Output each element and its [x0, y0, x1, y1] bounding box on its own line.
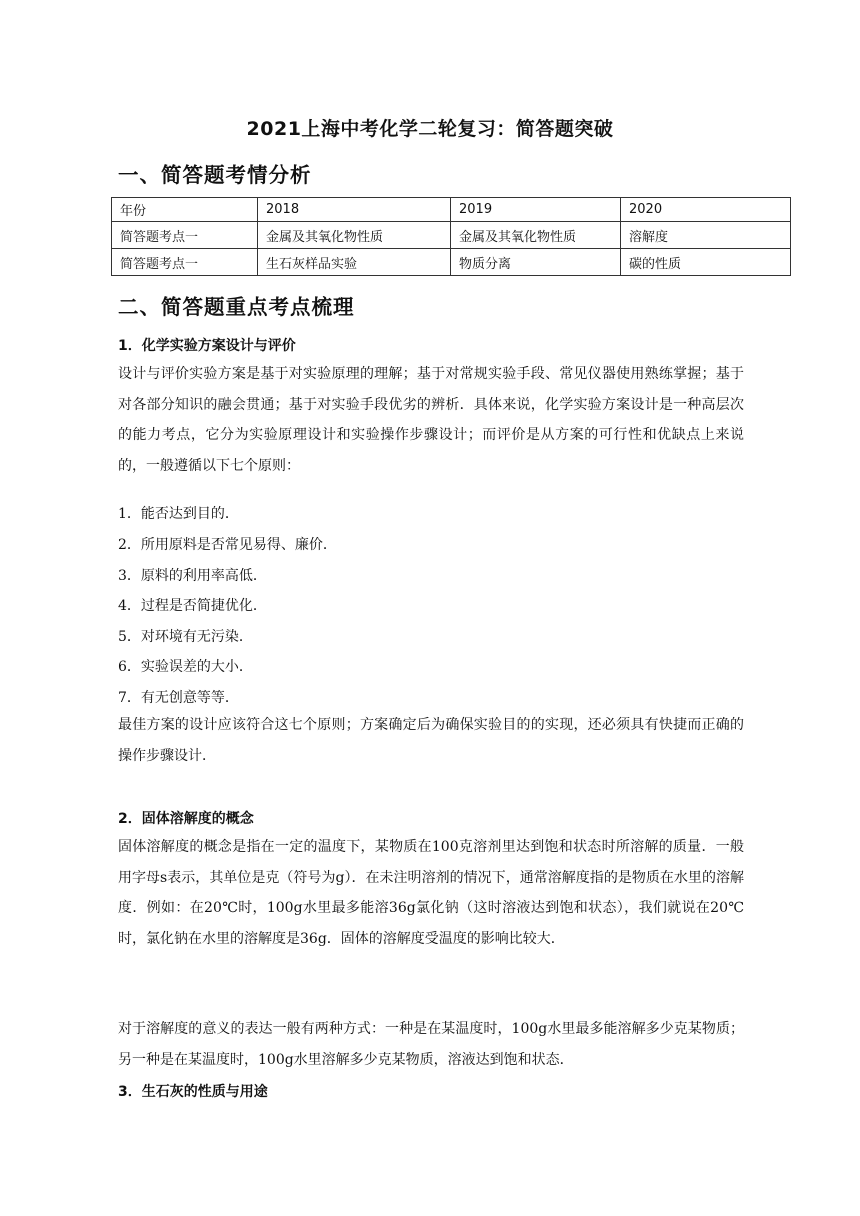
principle-item: 1．能否达到目的． — [118, 506, 239, 522]
paragraph-experiment-design-intro: 设计与评价实验方案是基于对实验原理的理解；基于对常规实验手段、常见仪器使用熟练掌握；基于对各部分知识的融会贯通；基于对实验手段优劣的辨析．具体来说，化学实验方案设计是一种高层次的能力考点，它分为实验原理设计和实验操作步骤设计；而评价是从方案的可行性和优缺点上来说的，一般遵循以下七个原则： — [118, 366, 744, 474]
exam-analysis-table — [111, 197, 791, 276]
paragraph-solubility-meaning: 对于溶解度的意义的表达一般有两种方式：一种是在某温度时，100g水里最多能溶解多少克某物质；另一种是在某温度时，100g水里溶解多少克某物质，溶液达到饱和状态． — [118, 1021, 744, 1068]
principle-item: 6．实验误差的大小． — [118, 659, 253, 675]
principle-item: 3．原料的利用率高低． — [118, 568, 267, 584]
paragraph-experiment-design-conclusion: 最佳方案的设计应该符合这七个原则；方案确定后为确保实验目的的实现，还必须具有快捷而正确的操作步骤设计． — [118, 717, 744, 764]
topic-heading-experiment-design: 1．化学实验方案设计与评价 — [118, 338, 296, 354]
topic-heading-solubility: 2．固体溶解度的概念 — [118, 811, 254, 827]
table-header-cell: 2019 — [451, 198, 621, 222]
document-title: 2021上海中考化学二轮复习：简答题突破 — [246, 118, 614, 140]
principle-item: 7．有无创意等等． — [118, 690, 239, 706]
section-heading-exam-analysis: 一、简答题考情分析 — [118, 163, 312, 187]
table-cell: 简答题考点一 — [112, 249, 258, 276]
section-heading-key-points: 二、简答题重点考点梳理 — [118, 295, 355, 319]
paragraph-solubility-definition: 固体溶解度的概念是指在一定的温度下，某物质在100克溶剂里达到饱和状态时所溶解的质量．一般用字母s表示，其单位是克（符号为g）．在未注明溶剂的情况下，通常溶解度指的是物质在水里的溶解度．例如：在20℃时，100g水里最多能溶36g氯化钠（这时溶液达到饱和状态），我们就说在20℃时，氯化钠在水里的溶解度是36g．固体的溶解度受温度的影响比较大． — [118, 839, 744, 947]
table-header-cell: 2018 — [258, 198, 451, 222]
table-cell: 简答题考点一 — [112, 222, 258, 249]
table-header-row — [112, 198, 791, 222]
principle-item: 2．所用原料是否常见易得、廉价． — [118, 537, 337, 553]
table-cell: 生石灰样品实验 — [258, 249, 451, 276]
table-cell: 碳的性质 — [621, 249, 791, 276]
principle-item: 4．过程是否简捷优化． — [118, 598, 267, 614]
table-cell: 溶解度 — [621, 222, 791, 249]
table-row — [112, 249, 791, 276]
table-cell: 物质分离 — [451, 249, 621, 276]
table-cell: 金属及其氧化物性质 — [258, 222, 451, 249]
table-cell: 金属及其氧化物性质 — [451, 222, 621, 249]
table-header-cell: 年份 — [112, 198, 258, 222]
table-header-cell: 2020 — [621, 198, 791, 222]
principle-item: 5．对环境有无污染． — [118, 629, 253, 645]
table-row — [112, 222, 791, 249]
topic-heading-quicklime: 3．生石灰的性质与用途 — [118, 1084, 268, 1100]
